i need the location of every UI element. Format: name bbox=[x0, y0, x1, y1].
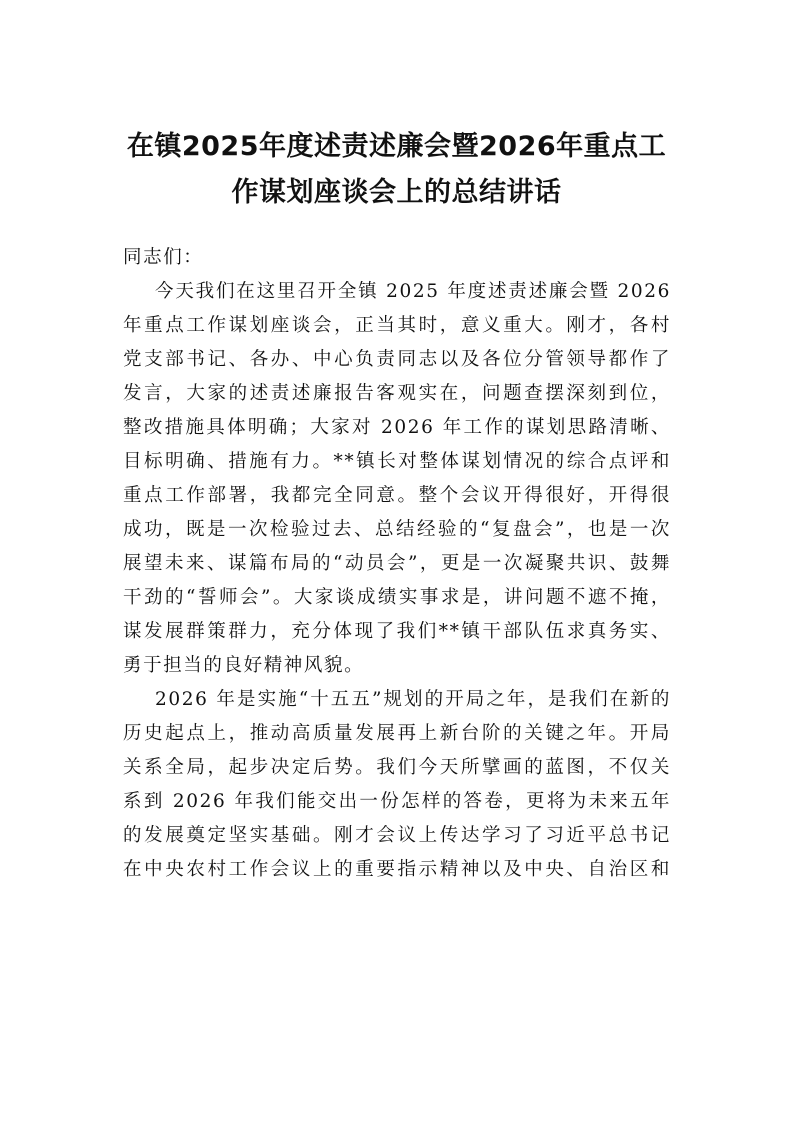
paragraph-line: 在中央农村工作会议上的重要指示精神以及中央、自治区和 bbox=[123, 859, 671, 880]
paragraph-2 bbox=[123, 683, 671, 887]
paragraph-line: 今天我们在这里召开全镇 2025 年度述责述廉会暨 2026 bbox=[155, 281, 671, 302]
paragraph-line: 勇于担当的良好精神风貌。 bbox=[123, 655, 365, 676]
paragraph-line: 谋发展群策群力，充分体现了我们**镇干部队伍求真务实、 bbox=[123, 621, 671, 642]
paragraph-line: 目标明确、措施有力。**镇长对整体谋划情况的综合点评和 bbox=[123, 451, 671, 472]
paragraph-line: 系到 2026 年我们能交出一份怎样的答卷，更将为未来五年 bbox=[123, 791, 671, 812]
paragraph-line: 历史起点上，推动高质量发展再上新台阶的关键之年。开局 bbox=[123, 723, 671, 744]
paragraph-line: 关系全局，起步决定后势。我们今天所擘画的蓝图，不仅关 bbox=[123, 757, 671, 778]
title-line-2: 作谋划座谈会上的总结讲话 bbox=[231, 177, 562, 208]
paragraph-line: 发言，大家的述责述廉报告客观实在，问题查摆深刻到位， bbox=[123, 383, 671, 404]
document-body bbox=[123, 241, 671, 887]
paragraph-line: 党支部书记、各办、中心负责同志以及各位分管领导都作了 bbox=[123, 349, 671, 370]
paragraph-line: 展望未来、谋篇布局的“动员会”，更是一次凝聚共识、鼓舞 bbox=[123, 553, 671, 574]
paragraph-line: 成功，既是一次检验过去、总结经验的“复盘会”，也是一次 bbox=[123, 519, 671, 540]
paragraph-line: 干劲的“誓师会”。大家谈成绩实事求是，讲问题不遮不掩， bbox=[123, 587, 671, 608]
paragraph-1 bbox=[123, 275, 671, 683]
salutation: 同志们： bbox=[123, 247, 204, 268]
paragraph-line: 整改措施具体明确；大家对 2026 年工作的谋划思路清晰、 bbox=[123, 417, 671, 438]
document-title bbox=[110, 124, 683, 216]
paragraph-line: 年重点工作谋划座谈会，正当其时，意义重大。刚才，各村 bbox=[123, 315, 671, 336]
title-line-1: 在镇2025年度述责述廉会暨2026年重点工 bbox=[126, 131, 667, 162]
paragraph-line: 重点工作部署，我都完全同意。整个会议开得很好，开得很 bbox=[123, 485, 671, 506]
paragraph-line: 2026 年是实施“十五五”规划的开局之年，是我们在新的 bbox=[155, 689, 671, 710]
paragraph-line: 的发展奠定坚实基础。刚才会议上传达学习了习近平总书记 bbox=[123, 825, 671, 846]
